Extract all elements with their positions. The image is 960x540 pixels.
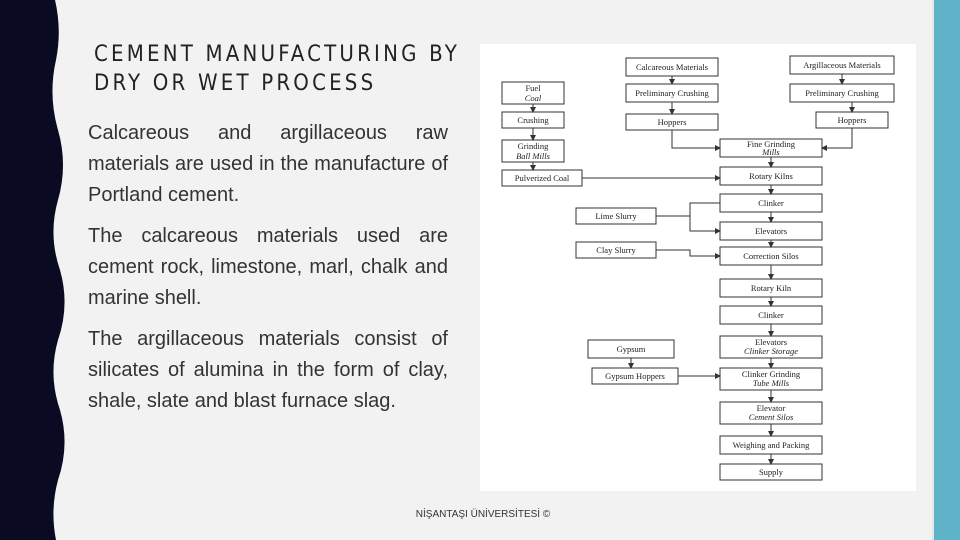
node-ball-mills: Ball Mills xyxy=(516,151,550,161)
bullet-1: Calcareous and argillaceous raw materials are used in the manufacture of Portland cement. xyxy=(88,122,448,206)
node-prelim-right: Preliminary Crushing xyxy=(805,88,879,98)
node-fuel: Fuel xyxy=(525,83,541,93)
node-weighing: Weighing and Packing xyxy=(732,440,810,450)
node-clinker-grinding: Clinker Grinding xyxy=(741,369,801,379)
node-cement-silos: Cement Silos xyxy=(748,412,794,422)
flowchart-svg xyxy=(480,44,916,491)
node-calcareous: Calcareous Materials xyxy=(636,62,708,72)
bullet-list xyxy=(88,118,448,427)
node-pulverized-coal: Pulverized Coal xyxy=(514,173,570,183)
node-crushing: Crushing xyxy=(517,115,549,125)
node-grinding: Grinding xyxy=(517,141,549,151)
node-fine-grinding: Fine Grinding xyxy=(747,139,795,149)
node-rotary-kilns: Rotary Kilns xyxy=(749,171,793,181)
node-hoppers-right: Hoppers xyxy=(837,115,867,125)
node-coal: Coal xyxy=(524,93,542,103)
node-elevators: Elevators xyxy=(754,226,788,236)
node-elevators-2: Elevators xyxy=(754,337,788,347)
footer-text: NİŞANTAŞI ÜNİVERSİTESİ © xyxy=(415,509,551,520)
node-mills: Mills xyxy=(762,147,780,157)
node-hoppers-left: Hoppers xyxy=(657,117,687,127)
right-accent-band xyxy=(934,0,960,540)
node-rotary-kiln: Rotary Kiln xyxy=(750,283,792,293)
node-clinker-2: Clinker xyxy=(758,310,784,320)
title-line-2: DRY OR WET PROCESS xyxy=(94,71,377,96)
node-lime-slurry: Lime Slurry xyxy=(595,211,637,221)
node-clay-slurry: Clay Slurry xyxy=(596,245,636,255)
node-gypsum: Gypsum xyxy=(616,344,646,354)
node-supply: Supply xyxy=(758,467,784,477)
node-tube-mills: Tube Mills xyxy=(752,378,790,388)
slide-title xyxy=(94,40,474,98)
node-clinker-1: Clinker xyxy=(758,198,784,208)
title-line-1: CEMENT MANUFACTURING BY xyxy=(94,42,460,67)
node-clinker-storage: Clinker Storage xyxy=(743,346,799,356)
left-decorative-band xyxy=(0,0,72,540)
node-argillaceous: Argillaceous Materials xyxy=(803,60,881,70)
flowchart-figure xyxy=(480,44,916,491)
node-gypsum-hoppers: Gypsum Hoppers xyxy=(605,371,665,381)
bullet-3: The argillaceous materials consist of silicates of alumina in the form of clay, shale, slate and blast furnace slag. xyxy=(88,328,448,412)
node-elevator: Elevator xyxy=(756,403,786,413)
node-correction-silos: Correction Silos xyxy=(743,251,799,261)
bullet-2: The calcareous materials used are cement rock, limestone, marl, chalk and marine shell. xyxy=(88,225,448,309)
node-prelim-left: Preliminary Crushing xyxy=(635,88,709,98)
